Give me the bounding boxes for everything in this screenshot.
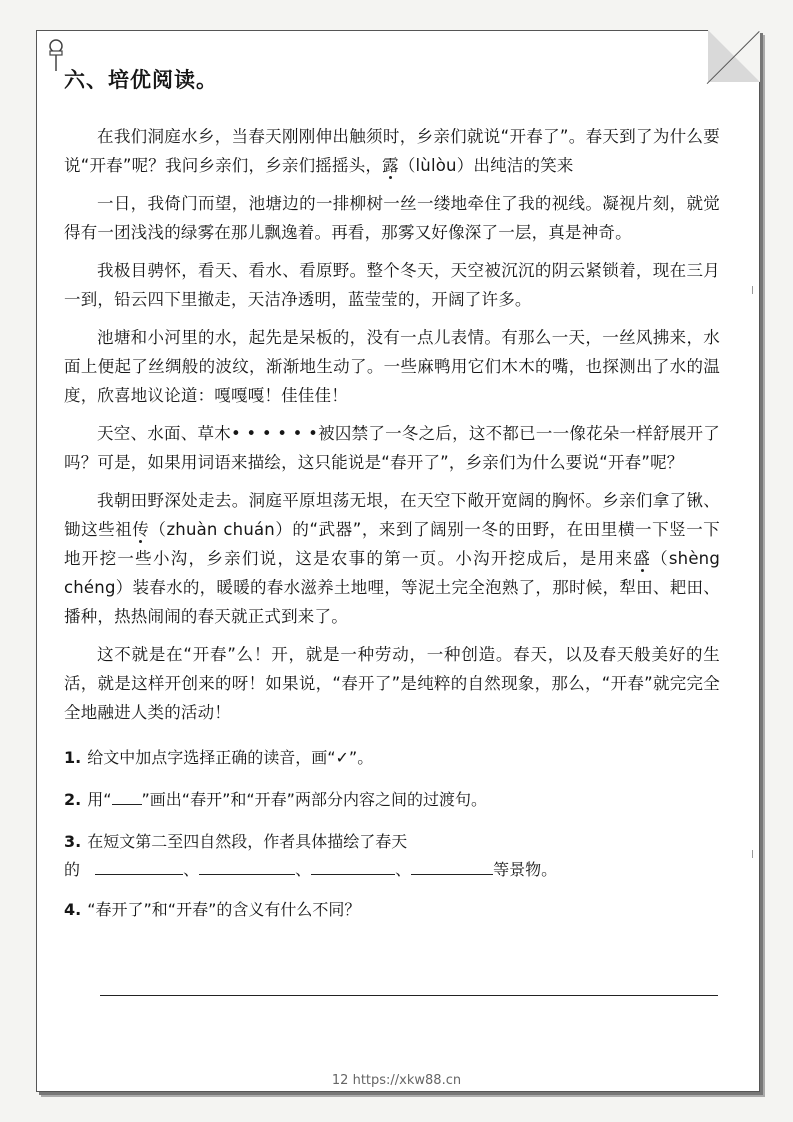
page-footer: 12 https://xkw88.cn [331,1073,462,1088]
dotted-character: 盛 [633,549,652,568]
question-number: 3. [64,832,82,851]
paragraph-1 [64,122,720,180]
question-text: 的 [64,860,81,879]
answer-blank-2[interactable] [199,856,295,875]
paragraph-text: 我朝田野深处走去。洞庭平原坦荡无垠，在天空下敞开宽阔的胸怀。乡亲们拿了锹、锄这些祖 [64,491,720,539]
separator: 、 [295,860,312,879]
question-text: 等景物。 [493,860,558,879]
question-text: 给文中加点字选择正确的读音，画“✓”。 [87,748,374,767]
paragraph-7: 这不就是在“开春”么！开，就是一种劳动，一种创造。春天，以及春天般美好的生活，就是这样开创来的呀！如果说，“春开了”是纯粹的自然现象，那么，“开春”就完完全全地融进人类的活动！ [64,645,720,722]
question-1 [64,744,720,772]
paragraph-3: 我极目骋怀，看天、看水、看原野。整个冬天，天空被沉沉的阴云紧锁着，现在三月一到，铅云四下里撤走，天洁净透明，蓝莹莹的，开阔了许多。 [64,261,720,309]
paragraph-text: 在我们洞庭水乡，当春天刚刚伸出触须时，乡亲们就说“开春了”。春天到了为什么要说“开春”呢？我问乡亲们，乡亲们摇摇头， [64,127,720,175]
question-text: 用“ [87,790,112,809]
paragraph-text: （shèng chéng）装春水的，暖暖的春水滋养土地哩，等泥土完全泡熟了，那时候，犁田、耙田、播种，热热闹闹的春天就正式到来了。 [64,549,721,626]
answer-line[interactable] [100,995,718,996]
separator: 、 [395,860,412,879]
paragraph-5: 天空、水面、草木• • • • • •被囚禁了一冬之后，这不都已一一像花朵一样舒展开了吗？可是，如果用词语来描绘，这只能说是“春开了”，乡亲们为什么要说“开春”呢？ [64,424,720,472]
question-text: “春开了”和“开春”的含义有什么不同？ [87,900,361,919]
edge-mark [752,286,758,294]
dotted-character: 传 [132,520,150,539]
section-title: 六、培优阅读。 [64,68,218,92]
reading-section [64,64,720,938]
paragraph-2: 一日，我倚门而望，池塘边的一排柳树一丝一缕地牵住了我的视线。凝视片刻，就觉得有一团浅浅的绿雾在那儿飘逸着。再看，那雾又好像深了一层，真是神奇。 [64,194,720,242]
paragraph-4: 池塘和小河里的水，起先是呆板的，没有一点儿表情。有那么一天，一丝风拂来，水面上便起了丝绸般的波纹，渐渐地生动了。一些麻鸭用它们木木的嘴，也探测出了水的温度，欣喜地议论道：嘎嘎嘎！佳佳佳！ [64,328,720,405]
question-number: 2. [64,790,82,809]
question-text: ”画出“春开”和“开春”两部分内容之间的过渡句。 [141,790,487,809]
paragraph-text: （lùlòu）出纯洁的笑来 [398,156,574,175]
answer-blank-3[interactable] [311,856,395,875]
answer-blank-1[interactable] [95,856,183,875]
question-number: 4. [64,900,82,919]
question-number: 1. [64,748,82,767]
question-4 [64,896,720,924]
paragraph-text: （zhuàn chuán）的“武器”，来到了阔别一冬的田野，在田里横一下竖一下地开挖一些小沟，乡亲们说，这是农事的第一页。小沟开挖成后，是用来 [64,520,720,568]
dotted-character: 露 [382,156,399,175]
answer-blank-4[interactable] [411,856,493,875]
question-2 [64,786,720,814]
underline-sample [112,786,142,805]
question-text: 在短文第二至四自然段，作者具体描绘了春天 [87,832,408,851]
separator: 、 [183,860,200,879]
question-3 [64,828,720,884]
edge-mark [752,850,758,858]
paragraph-6 [64,486,720,631]
